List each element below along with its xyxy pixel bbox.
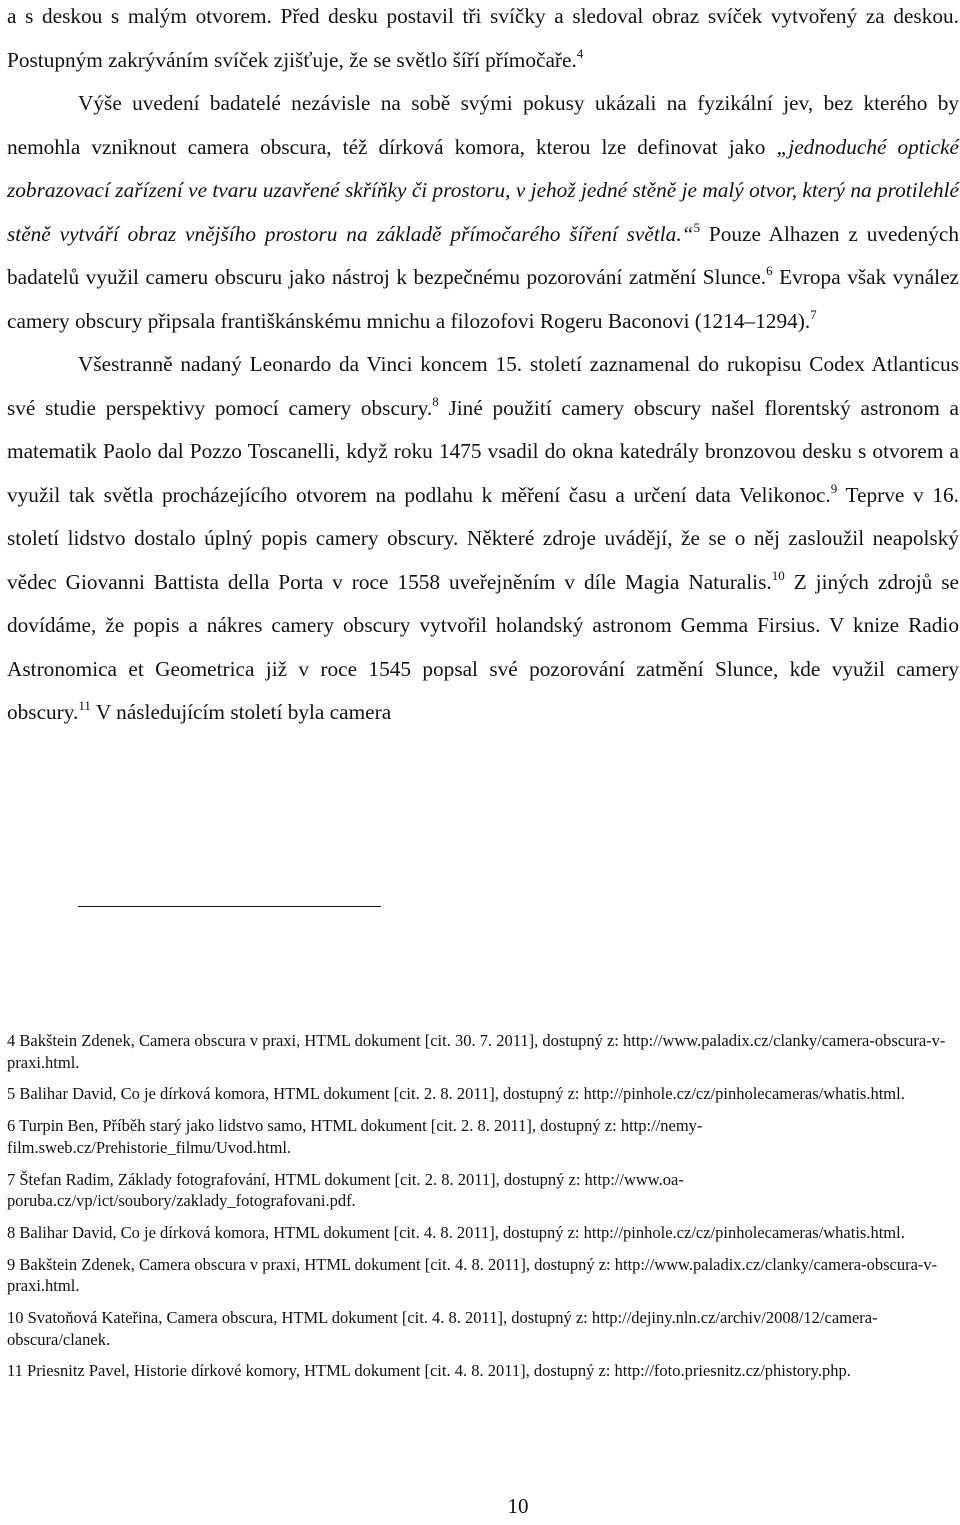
footnote-ref: 6: [766, 263, 773, 278]
footnote: 8 Balihar David, Co je dírková komora, HTML dokument [cit. 4. 8. 2011], dostupný z: http://pinhole.cz/cz/pinholecameras/whatis.html.: [7, 1222, 905, 1242]
footnote-ref: 4: [576, 45, 584, 61]
text-run: Teprve v 16. století lidstvo dostalo úplný popis camery obscury. Některé zdroje uvádějí, že se o něj zasloužil neapolský vědec Giovanni Battista della Porta v roce 1558 uveřejněním v díle Magia Naturalis.: [7, 482, 959, 594]
paragraph-3: [7, 343, 959, 735]
footnote: 4 Bakštein Zdenek, Camera obscura v praxi, HTML dokument [cit. 30. 7. 2011], dostupný z: http://www.paladix.cz/clanky/camera-obscura-v-praxi.html.: [7, 1031, 946, 1072]
footnote: 6 Turpin Ben, Příběh starý jako lidstvo samo, HTML dokument [cit. 2. 8. 2011], dostupný z: http://nemy-film.sweb.cz/Prehistorie_filmu/Uvod.html.: [7, 1116, 703, 1157]
text-run: V následujícím století byla camera: [90, 700, 392, 724]
text-run: a s deskou s malým otvorem. Před desku postavil tři svíčky a sledoval obraz svíček vytvořený za deskou. Postupným zakrýváním svíček zjišťuje, že se světlo šíří přímočaře.: [7, 4, 959, 72]
footnote-ref: 7: [810, 306, 817, 322]
paragraph-1: [7, 0, 959, 82]
footnote: 7 Štefan Radim, Základy fotografování, HTML dokument [cit. 2. 8. 2011], dostupný z: http://www.oa-poruba.cz/vp/ict/soubory/zaklady_fotografovani.pdf.: [7, 1169, 684, 1211]
footnote: 5 Balihar David, Co je dírková komora, HTML dokument [cit. 2. 8. 2011], dostupný z: http://pinhole.cz/cz/pinholecameras/whatis.html.: [7, 1084, 905, 1104]
footnote-ref: 9: [830, 480, 838, 496]
main-text: [7, 0, 959, 735]
footnote: 9 Bakštein Zdenek, Camera obscura v praxi, HTML dokument [cit. 4. 8. 2011], dostupný z: http://www.paladix.cz/clanky/camera-obscura-v-praxi.html.: [7, 1254, 938, 1296]
text-run: Jiné použití camery obscury našel florentský astronom a matematik Paolo dal Pozzo Toscanelli, když roku 1475 vsadil do okna katedrály bronzovou desku s otvorem a využil tak světla procházejícího otvorem na podlahu k měření času a určení data Velikonoc.: [7, 395, 960, 507]
footnote: 11 Priesnitz Pavel, Historie dírkové komory, HTML dokument [cit. 4. 8. 2011], dostupný z: http://foto.priesnitz.cz/phistory.php.: [7, 1361, 851, 1381]
footnote-ref: 11: [78, 698, 91, 713]
text-run: Výše uvedení badatelé nezávisle na sobě svými pokusy ukázali na fyzikální jev, bez kterého by nemohla vzniknout camera obscura, též dírková komora, kterou lze definovat jako: [7, 91, 959, 159]
footnote-separator: [78, 906, 381, 907]
footnote-ref: 5: [693, 219, 701, 235]
footnote-ref: 10: [771, 567, 785, 583]
italic-text: “: [681, 221, 694, 246]
text-run: Evropa však vynález camery obscury připsala františkánskému mnichu a filozofovi Rogeru Baconovi (1214–1294).: [7, 265, 959, 333]
text-run: Pouze Alhazen z uvedených badatelů využil cameru obscuru jako nástroj k bezpečnému pozorování zatmění Slunce.: [7, 221, 960, 289]
footnote: 10 Svatoňová Kateřina, Camera obscura, HTML dokument [cit. 4. 8. 2011], dostupný z: http://dejiny.nln.cz/archiv/2008/12/camera-obscura/clanek.: [7, 1308, 878, 1349]
page-number: 10: [507, 1494, 529, 1518]
text-run: Z jiných zdrojů se dovídáme, že popis a nákres camery obscury vytvořil holandský astronom Gemma Firsius. V knize Radio Astronomica et Geometrica již v roce 1545 popsal své pozorování zatmění Slunce, kde využil camery obscury.: [7, 569, 959, 724]
footnotes: [7, 1030, 947, 1392]
footnote-ref: 8: [432, 393, 439, 409]
text-run: Všestranně nadaný Leonardo da Vinci koncem 15. století zaznamenal do rukopisu Codex Atlanticus své studie perspektivy pomocí camery obscury.: [7, 352, 959, 420]
italic-text: „jednoduché optické zobrazovací zařízení ve tvaru uzavřené skříňky či prostoru, v jehož jedné stěně je malý otvor, který na protilehlé stěně vytváří obraz vnějšího prostoru na základě přímočarého šíření světla.: [7, 134, 959, 246]
paragraph-2: [7, 82, 959, 343]
